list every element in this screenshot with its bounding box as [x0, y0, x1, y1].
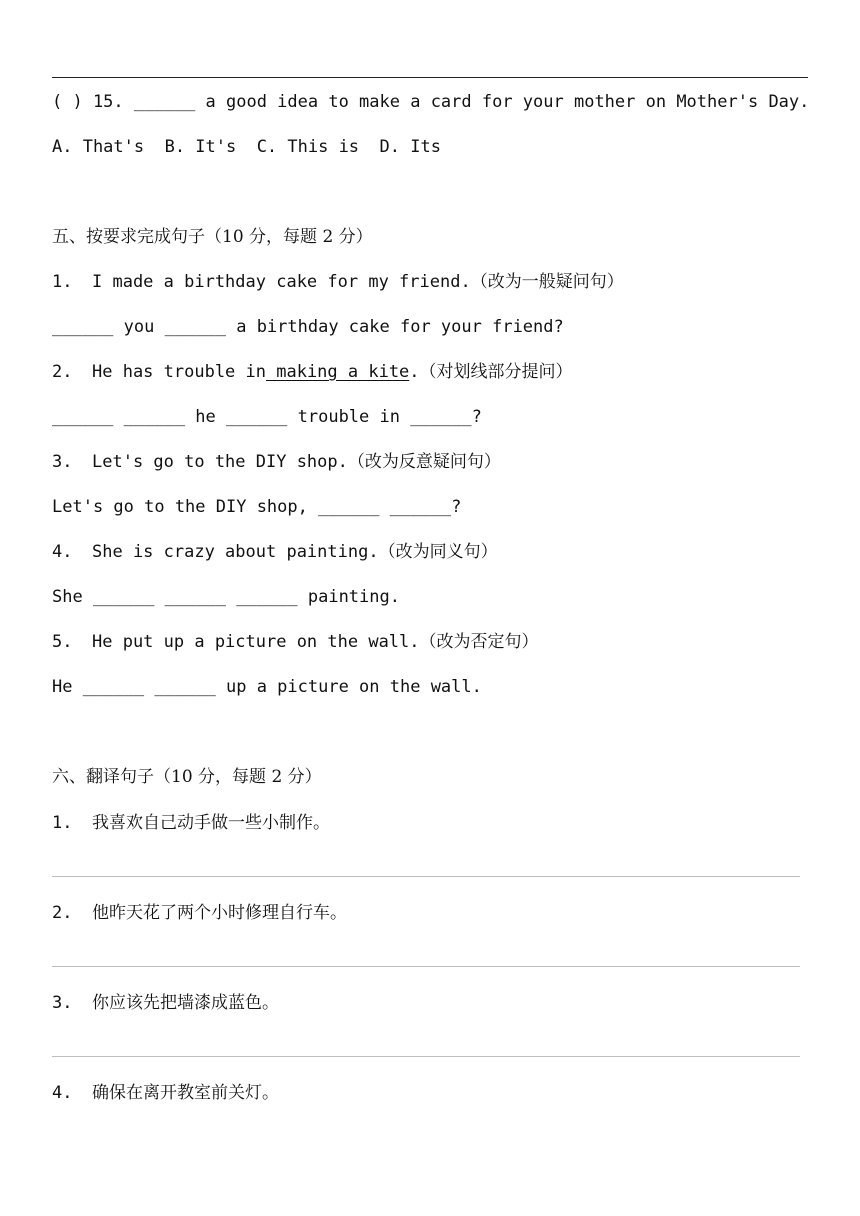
item-instruction: （改为反意疑问句）: [347, 452, 501, 472]
s5-item-5: [52, 631, 539, 653]
item-sentence: She is crazy about painting.: [92, 542, 379, 562]
item-sentence: I made a birthday cake for my friend.: [92, 272, 471, 292]
s6-item-3: [52, 992, 279, 1014]
section5-heading: 五、按要求完成句子（10 分，每题 2 分）: [52, 227, 373, 247]
item-sentence: Let's go to the DIY shop.: [92, 452, 348, 472]
item-number: 1.: [52, 272, 73, 292]
q15-options: A. That's B. It's C. This is D. Its: [52, 137, 441, 157]
item-number: 4.: [52, 1083, 73, 1103]
item-number: 2.: [52, 903, 73, 923]
item-sentence-underlined: making a kite: [266, 362, 410, 382]
item-number: 5.: [52, 632, 73, 652]
item-chinese-sentence: 你应该先把墙漆成蓝色。: [92, 993, 279, 1013]
item-sentence-after: .: [409, 362, 420, 382]
s6-item-2: [52, 902, 347, 924]
item-instruction: （对划线部分提问）: [419, 362, 573, 382]
item-chinese-sentence: 我喜欢自己动手做一些小制作。: [92, 813, 330, 833]
s5-item-4: [52, 541, 498, 563]
item-instruction: （改为同义句）: [378, 542, 498, 562]
answer-line-2[interactable]: [52, 966, 800, 967]
answer-line-1[interactable]: [52, 876, 800, 877]
item-number: 4.: [52, 542, 73, 562]
item-instruction: （改为否定句）: [419, 632, 539, 652]
q15-question: ( ) 15. ______ a good idea to make a card for your mother on Mother's Day.: [52, 92, 810, 112]
item-chinese-sentence: 他昨天花了两个小时修理自行车。: [92, 903, 347, 923]
s6-item-1: [52, 812, 330, 834]
s5-answer-1: ______ you ______ a birthday cake for your friend?: [52, 317, 564, 337]
item-number: 3.: [52, 993, 73, 1013]
section6-heading: 六、翻译句子（10 分，每题 2 分）: [52, 767, 322, 787]
item-chinese-sentence: 确保在离开教室前关灯。: [92, 1083, 279, 1103]
top-divider: [52, 77, 808, 78]
item-number: 1.: [52, 813, 73, 833]
s5-item-3: [52, 451, 501, 473]
s5-answer-3: Let's go to the DIY shop, ______ ______?: [52, 497, 462, 517]
item-instruction: （改为一般疑问句）: [470, 272, 624, 292]
item-sentence: He put up a picture on the wall.: [92, 632, 420, 652]
s5-answer-5: He ______ ______ up a picture on the wall.: [52, 677, 482, 697]
answer-line-3[interactable]: [52, 1056, 800, 1057]
s5-item-1: [52, 271, 624, 293]
s5-answer-4: She ______ ______ ______ painting.: [52, 587, 400, 607]
item-number: 3.: [52, 452, 73, 472]
item-number: 2.: [52, 362, 73, 382]
s5-answer-2: ______ ______ he ______ trouble in ______?: [52, 407, 482, 427]
s6-item-4: [52, 1082, 279, 1104]
s5-item-2: [52, 361, 573, 383]
item-sentence-before: He has trouble in: [92, 362, 266, 382]
